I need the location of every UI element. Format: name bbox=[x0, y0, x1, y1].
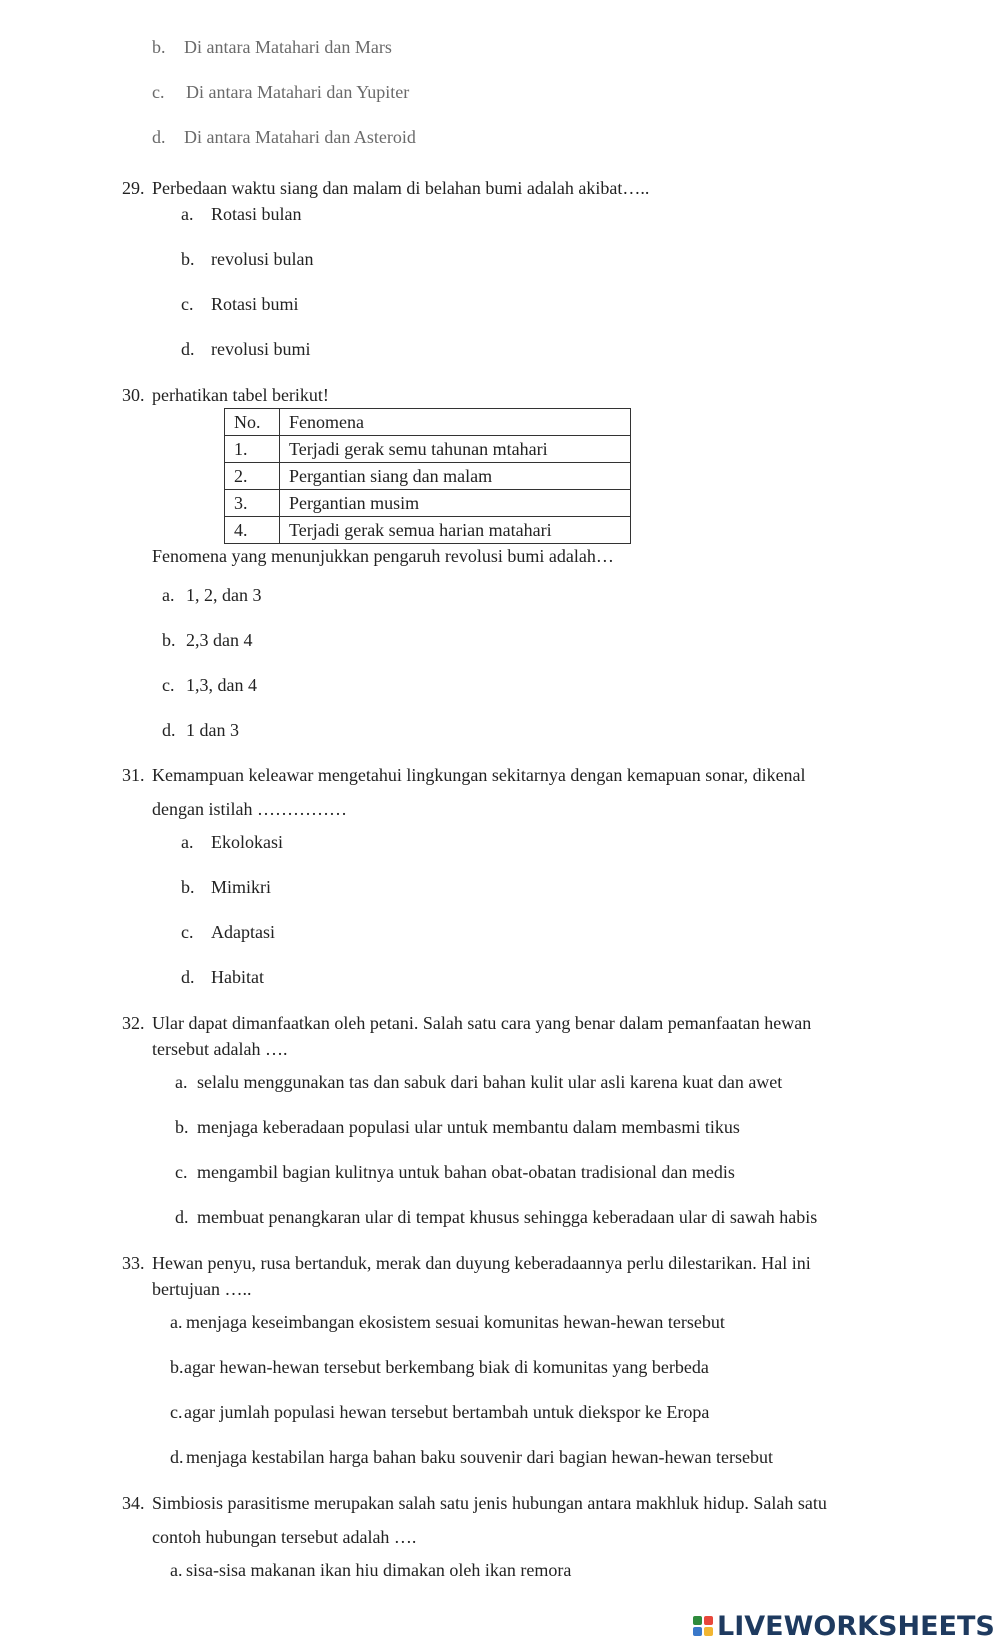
question-number: 34. bbox=[122, 1493, 145, 1513]
option-letter: c. bbox=[152, 82, 165, 102]
table-row bbox=[225, 517, 631, 544]
option-text: Di antara Matahari dan Asteroid bbox=[184, 127, 416, 147]
option-letter: a. bbox=[162, 585, 175, 605]
table-cell: Pergantian musim bbox=[280, 490, 631, 517]
option-letter: d. bbox=[162, 720, 176, 740]
question-text: dengan istilah …………… bbox=[152, 799, 347, 819]
logo-square bbox=[693, 1616, 702, 1625]
option-letter: b. bbox=[162, 630, 176, 650]
option-letter: b. bbox=[181, 877, 195, 897]
logo-square bbox=[693, 1627, 702, 1636]
option-text: Habitat bbox=[211, 967, 264, 987]
question-number: 33. bbox=[122, 1253, 145, 1273]
option-text: 1,3, dan 4 bbox=[186, 675, 257, 695]
option-text: Rotasi bulan bbox=[211, 204, 302, 224]
table-cell: 2. bbox=[225, 463, 280, 490]
option-letter: a. bbox=[170, 1312, 183, 1332]
phenomena-table bbox=[224, 408, 631, 544]
option-text: sisa-sisa makanan ikan hiu dimakan oleh ikan remora bbox=[186, 1560, 572, 1580]
table-header: Fenomena bbox=[280, 409, 631, 436]
option-letter: b. bbox=[175, 1117, 189, 1137]
table-cell: Terjadi gerak semua harian matahari bbox=[280, 517, 631, 544]
option-text: Adaptasi bbox=[211, 922, 275, 942]
option-letter: a. bbox=[170, 1560, 183, 1580]
logo-square bbox=[704, 1627, 713, 1636]
question-text: Kemampuan keleawar mengetahui lingkungan sekitarnya dengan kemapuan sonar, dikenal bbox=[152, 765, 806, 785]
question-prompt: Fenomena yang menunjukkan pengaruh revolusi bumi adalah… bbox=[152, 546, 614, 566]
question-number: 30. bbox=[122, 385, 145, 405]
option-letter: d. bbox=[181, 967, 195, 987]
option-letter: a. bbox=[181, 204, 194, 224]
option-text: Di antara Matahari dan Mars bbox=[184, 37, 392, 57]
table-cell: 4. bbox=[225, 517, 280, 544]
table-row bbox=[225, 490, 631, 517]
option-letter: d. bbox=[152, 127, 166, 147]
question-number: 32. bbox=[122, 1013, 145, 1033]
table-cell: 3. bbox=[225, 490, 280, 517]
option-letter: c. bbox=[181, 294, 194, 314]
question-number: 29. bbox=[122, 178, 145, 198]
logo-mark-icon bbox=[693, 1616, 713, 1636]
question-text: bertujuan ….. bbox=[152, 1279, 252, 1299]
logo-square bbox=[704, 1616, 713, 1625]
option-letter: b. bbox=[181, 249, 195, 269]
option-letter: c. bbox=[181, 922, 194, 942]
option-letter: c. bbox=[162, 675, 175, 695]
option-text: agar hewan-hewan tersebut berkembang biak di komunitas yang berbeda bbox=[184, 1357, 709, 1377]
table-header: No. bbox=[225, 409, 280, 436]
option-letter: b. bbox=[170, 1357, 184, 1377]
option-text: 1 dan 3 bbox=[186, 720, 239, 740]
option-letter: d. bbox=[175, 1207, 189, 1227]
liveworksheets-logo bbox=[693, 1606, 995, 1646]
option-text: revolusi bulan bbox=[211, 249, 314, 269]
option-text: Mimikri bbox=[211, 877, 272, 897]
table-cell: Pergantian siang dan malam bbox=[280, 463, 631, 490]
option-letter: c. bbox=[175, 1162, 188, 1182]
option-text: agar jumlah populasi hewan tersebut bertambah untuk diekspor ke Eropa bbox=[184, 1402, 710, 1422]
option-text: menjaga kestabilan harga bahan baku souvenir dari bagian hewan-hewan tersebut bbox=[186, 1447, 773, 1467]
question-text: Ular dapat dimanfaatkan oleh petani. Salah satu cara yang benar dalam pemanfaatan hewan bbox=[152, 1013, 812, 1033]
option-text: 2,3 dan 4 bbox=[186, 630, 253, 650]
question-text: contoh hubungan tersebut adalah …. bbox=[152, 1527, 417, 1547]
question-text: Simbiosis parasitisme merupakan salah satu jenis hubungan antara makhluk hidup. Salah satu bbox=[152, 1493, 827, 1513]
question-text: Perbedaan waktu siang dan malam di belahan bumi adalah akibat….. bbox=[152, 178, 650, 198]
option-letter: c. bbox=[170, 1402, 183, 1422]
question-text: Hewan penyu, rusa bertanduk, merak dan duyung keberadaannya perlu dilestarikan. Hal ini bbox=[152, 1253, 811, 1273]
table-row bbox=[225, 463, 631, 490]
option-text: menjaga keberadaan populasi ular untuk membantu dalam membasmi tikus bbox=[197, 1117, 740, 1137]
option-text: membuat penangkaran ular di tempat khusus sehingga keberadaan ular di sawah habis bbox=[197, 1207, 818, 1227]
table-cell: 1. bbox=[225, 436, 280, 463]
question-text: tersebut adalah …. bbox=[152, 1039, 288, 1059]
option-letter: a. bbox=[175, 1072, 188, 1092]
logo-text: LIVEWORKSHEETS bbox=[717, 1610, 995, 1642]
option-text: 1, 2, dan 3 bbox=[186, 585, 262, 605]
option-letter: d. bbox=[170, 1447, 184, 1467]
option-text: Di antara Matahari dan Yupiter bbox=[186, 82, 410, 102]
question-text: perhatikan tabel berikut! bbox=[152, 385, 329, 405]
option-text: Ekolokasi bbox=[211, 832, 283, 852]
table-header-row bbox=[225, 409, 631, 436]
option-text: menjaga keseimbangan ekosistem sesuai komunitas hewan-hewan tersebut bbox=[186, 1312, 725, 1332]
table-row bbox=[225, 436, 631, 463]
option-text: Rotasi bumi bbox=[211, 294, 299, 314]
option-letter: a. bbox=[181, 832, 194, 852]
option-letter: b. bbox=[152, 37, 166, 57]
option-text: revolusi bumi bbox=[211, 339, 311, 359]
option-text: mengambil bagian kulitnya untuk bahan obat-obatan tradisional dan medis bbox=[197, 1162, 735, 1182]
table-cell: Terjadi gerak semu tahunan mtahari bbox=[280, 436, 631, 463]
option-text: selalu menggunakan tas dan sabuk dari bahan kulit ular asli karena kuat dan awet bbox=[197, 1072, 783, 1092]
question-number: 31. bbox=[122, 765, 145, 785]
option-letter: d. bbox=[181, 339, 195, 359]
